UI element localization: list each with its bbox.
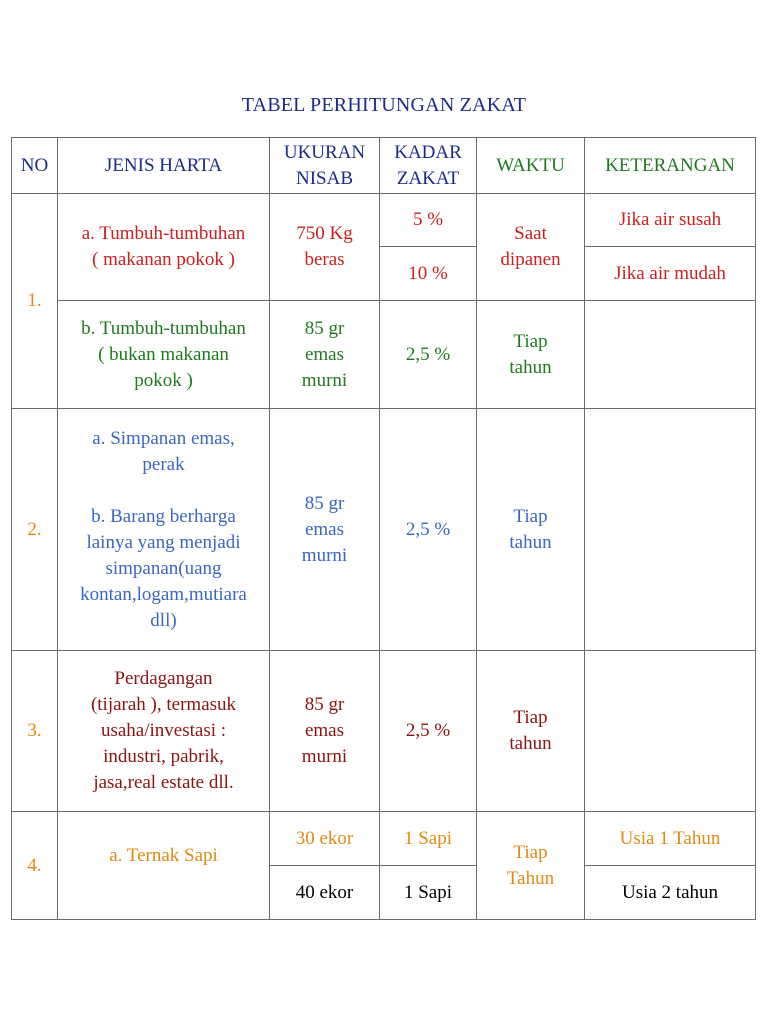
header-row: [12, 138, 756, 194]
row-4-no: 4.: [12, 812, 58, 920]
row-1a-waktu-line: dipanen: [500, 249, 561, 270]
page-title: TABEL PERHITUNGAN ZAKAT: [241, 94, 527, 116]
row-3-keterangan: [585, 651, 756, 812]
row-2-nisab: [270, 409, 380, 651]
row-4-jenis-harta: a. Ternak Sapi: [58, 812, 270, 920]
row-1a-jenis-line: ( makanan pokok ): [92, 249, 235, 270]
row-2-jenis-line: dll): [150, 610, 177, 631]
header-ukuran-nisab-line: UKURAN: [283, 141, 366, 163]
row-4-keterangan-2: Usia 2 tahun: [585, 866, 756, 920]
header-keterangan: KETERANGAN: [585, 138, 756, 194]
row-4-kadar-2: 1 Sapi: [380, 866, 477, 920]
row-4-waktu-line: Tiap: [513, 841, 548, 863]
row-2-nisab-line: 85 gr: [304, 492, 345, 514]
table-row: [12, 812, 756, 866]
row-2-jenis-line: b. Barang berharga: [91, 506, 236, 527]
row-1b-jenis-line: pokok ): [134, 369, 193, 391]
row-3-jenis-line: jasa,real estate dll.: [93, 772, 234, 793]
row-4-keterangan-1: Usia 1 Tahun: [585, 812, 756, 866]
row-1b-jenis-harta: [58, 301, 270, 409]
header-jenis-harta: JENIS HARTA: [58, 138, 270, 194]
row-3-jenis-line: (tijarah ), termasuk: [90, 694, 237, 715]
row-2-no: 2.: [12, 409, 58, 651]
row-3-jenis-line: industri, pabrik,: [103, 746, 224, 767]
table-row: [12, 301, 756, 409]
row-2-jenis-gap: [58, 478, 269, 504]
row-1a-kadar-1: 5 %: [380, 194, 477, 247]
row-2-waktu-line: tahun: [509, 531, 552, 553]
header-kadar-zakat: [380, 138, 477, 194]
row-1b-nisab-line: 85 gr: [304, 317, 345, 339]
row-1b-kadar: 2,5 %: [380, 301, 477, 409]
header-no: NO: [12, 138, 58, 194]
header-ukuran-nisab-line: NISAB: [295, 167, 353, 189]
row-2-jenis-line: perak: [142, 454, 185, 475]
header-waktu: WAKTU: [477, 138, 585, 194]
row-3-waktu: [477, 651, 585, 812]
header-kadar-zakat-line: ZAKAT: [396, 167, 460, 189]
row-1b-nisab-line: emas: [304, 343, 345, 365]
row-1a-keterangan-1: Jika air susah: [585, 194, 756, 247]
row-3-kadar: 2,5 %: [380, 651, 477, 812]
row-3-no: 3.: [12, 651, 58, 812]
row-1b-waktu-line: tahun: [509, 356, 552, 378]
row-1b-jenis-line: ( bukan makanan: [98, 343, 229, 365]
row-2-jenis-line: kontan,logam,mutiara: [80, 584, 247, 605]
row-2-waktu-line: Tiap: [513, 505, 548, 527]
row-2-jenis-line: simpanan(uang: [105, 558, 222, 579]
row-2-jenis-harta: [58, 409, 270, 651]
header-kadar-zakat-line: KADAR: [394, 141, 462, 163]
zakat-table: [11, 137, 756, 920]
row-4-nisab-2: 40 ekor: [270, 866, 380, 920]
row-2-keterangan: [585, 409, 756, 651]
row-2-nisab-line: emas: [304, 518, 345, 540]
table-row: [12, 651, 756, 812]
header-ukuran-nisab: [270, 138, 380, 194]
row-1b-nisab: [270, 301, 380, 409]
row-1b-jenis-line: b. Tumbuh-tumbuhan: [81, 317, 246, 339]
row-3-nisab: [270, 651, 380, 812]
row-1a-jenis-harta: [58, 194, 270, 301]
row-4-kadar-1: 1 Sapi: [380, 812, 477, 866]
row-1a-nisab-line: 750 Kg: [296, 223, 353, 244]
row-3-nisab-line: murni: [301, 746, 348, 767]
row-3-nisab-line: emas: [304, 720, 345, 741]
row-1-no: 1.: [12, 194, 58, 409]
row-1a-waktu-line: Saat: [514, 223, 547, 244]
row-1a-nisab: [270, 194, 380, 301]
row-1b-keterangan: [585, 301, 756, 409]
row-1a-jenis-line: a. Tumbuh-tumbuhan: [81, 223, 246, 244]
row-1b-waktu-line: Tiap: [513, 330, 548, 352]
row-1b-nisab-line: murni: [301, 369, 348, 391]
row-3-jenis-line: usaha/investasi :: [100, 720, 227, 741]
row-2-kadar: 2,5 %: [380, 409, 477, 651]
row-2-waktu: [477, 409, 585, 651]
row-2-nisab-line: murni: [301, 544, 348, 566]
row-2-jenis-line: lainya yang menjadi: [86, 532, 241, 553]
row-3-jenis-line: Perdagangan: [114, 668, 213, 689]
row-3-nisab-line: 85 gr: [304, 694, 345, 715]
row-4-nisab-1: 30 ekor: [270, 812, 380, 866]
row-3-waktu-line: tahun: [509, 733, 552, 754]
table-row: [12, 409, 756, 651]
row-2-jenis-line: a. Simpanan emas,: [92, 428, 235, 449]
table-row: [12, 194, 756, 247]
row-1a-waktu: [477, 194, 585, 301]
row-1a-kadar-2: 10 %: [380, 247, 477, 301]
row-4-waktu-line: Tahun: [506, 867, 555, 889]
row-1a-keterangan-2: Jika air mudah: [585, 247, 756, 301]
row-1a-nisab-line: beras: [304, 249, 345, 270]
row-3-waktu-line: Tiap: [513, 707, 548, 728]
row-4-waktu: [477, 812, 585, 920]
row-1b-waktu: [477, 301, 585, 409]
row-3-jenis-harta: [58, 651, 270, 812]
